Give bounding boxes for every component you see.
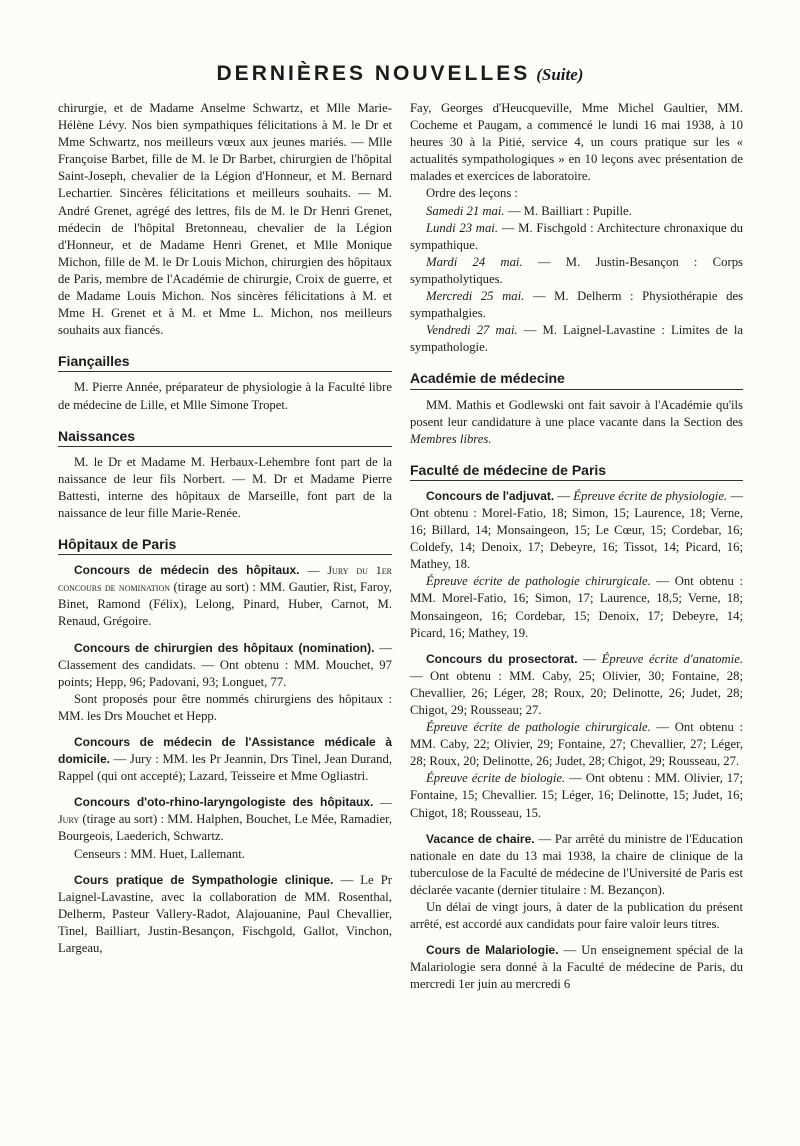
cours-continuation: Fay, Georges d'Heucqueville, Mme Michel Gaultier, MM. Cocheme et Paugam, a commencé le lundi 16 mai 1938, à 10 heures 30 à la Pitié, service 4, un cours pratique sur les « actualités sympathologiques » en 10 leçons avec présentation de malades et exercices de laboratoire.: [410, 101, 743, 184]
lesson-item: [410, 203, 743, 220]
notice-chirurgien-hopitaux: [58, 640, 392, 691]
lesson-text: — M. Bailliart : Pupille.: [507, 203, 632, 218]
notice-title: Concours de médecin des hôpitaux.: [74, 563, 300, 578]
epreuve-label: Épreuve écrite de biologie.: [426, 771, 566, 786]
results: — Ont obtenu : MM. Morel-Fatio, 16; Simon, 17; Laurence, 18,5; Verne, 18; Monsaingeon, 16; Cordebar, 15; Denoix, 17; Debeyre, 14; Picard, 16; Mathey, 19.: [410, 574, 743, 640]
notice-vacance-chaire: [410, 831, 743, 899]
notice-prosectorat-2: [410, 719, 743, 770]
mariages-continuation: chirurgie, et de Madame Anselme Schwartz, et Mlle Marie-Hélène Lévy. Nos bien sympathiques félicitations à M. le Dr et Mme Schwartz, nos meilleurs vœux aux jeunes mariés. — Mlle Françoise Barbet, fille de M. le Dr Barbet, chirurgien de l'hôpital Saint-Joseph, chevalier de la Légion d'Honneur, et M. Bernard Lechartier. Sincères félicitations et meilleurs souhaits. — M. André Grenet, agrégé des lettres, fils de M. le Dr Henri Grenet, médecin de l'hôpital Bretonneau, chevalier de la Légion d'Honneur, et de Madame Henri Grenet, et Mlle Monique Michon, fille de M. le Dr Louis Michon, chirurgien des hôpitaux de Paris, membre de l'Académie de chirurgie, Croix de guerre, et de Madame Louis Michon. Nos sincères félicitations à M. et Mme H. Grenet et à M. et Mme L. Michon, nos meilleurs souhaits aux fiancés.: [58, 101, 392, 338]
notice-body: (tirage au sort) : MM. Gautier, Rist, Faroy, Binet, Ramond (Félix), Lelong, Pinard, Huber, Carnot, M. Renaud, Grégoire.: [58, 580, 393, 629]
lesson-text: — M. Justin-Besançon : Corps sympatholytiques.: [410, 254, 743, 286]
lesson-day: Vendredi 27 mai.: [426, 323, 518, 338]
lesson-day: Mercredi 25 mai.: [426, 289, 525, 304]
notice-body: (tirage au sort) : MM. Halphen, Bouchet, Le Mée, Ramadier, Bourgeois, Laederich, Schwartz.: [58, 812, 392, 844]
notice-title: Concours du prosectorat.: [426, 651, 578, 666]
notice-body: — Par arrêté du ministre de l'Education nationale en date du 13 mai 1938, la chaire de clinique de la tuberculose de la Faculté de médecine de l'Université de Paris est déclarée vacante (dernier titulaire : M. Bezançon).: [410, 831, 743, 897]
lesson-text: — M. Fischgold : Architecture chronaxique du sympathique.: [410, 220, 744, 252]
notice-assistance-medicale: [58, 734, 392, 785]
lesson-text: — M. Laignel-Lavastine : Limites de la sympathologie.: [410, 323, 743, 355]
lesson-item: [410, 322, 743, 356]
lesson-day: Samedi 21 mai.: [426, 203, 505, 218]
notice-vacance-delai: Un délai de vingt jours, à dater de la publication du présent arrêté, est accordé aux candidats pour faire valoir leurs titres.: [410, 900, 743, 932]
section-title-faculte: Faculté de médecine de Paris: [410, 462, 743, 481]
notice-title: Vacance de chaire.: [426, 831, 535, 846]
epreuve-label: Épreuve écrite de pathologie chirurgicale.: [426, 574, 651, 589]
academie-section-name: Membres libres.: [410, 431, 492, 446]
lesson-item: [410, 220, 743, 254]
results: — Ont obtenu : MM. Olivier, 17; Fontaine, 15; Chevallier. 15; Léger, 16; Delinotte, 15; Judet, 16; Chigot, 18; Rousseau, 15.: [410, 771, 743, 820]
notice-medecin-hopitaux: [58, 562, 392, 630]
notice-body: — Jury : MM. les Pr Jeannin, Drs Tinel, Jean Durand, Rappel (qui ont accepté); Lazard, Teisseire et Mme Ogliastri.: [58, 752, 392, 784]
notice-oto-rhino: [58, 794, 392, 845]
jury-label: — Jury du 1er concours de nomination: [58, 563, 392, 595]
epreuve-label: Épreuve écrite de pathologie chirurgicale.: [426, 720, 651, 735]
notice-body: — Le Pr Laignel-Lavastine, avec la collaboration de MM. Rosenthal, Delherm, Pasteur Vallery-Radot, Alajouanine, Paul Chevallier, Tinel, Bailliart, Justin-Besançon, Fischgold, Gallot, Vinchon, Largeau,: [58, 872, 392, 956]
lesson-day: Lundi 23 mai.: [426, 220, 498, 235]
notice-prosectorat: Concours du prosectorat. — Épreuve écrite d'anatomie. — Ont obtenu : MM. Caby, 25; Olivier, 30; Fontaine, 28; Chevallier, 26; Léger, 28; Roux, 20; Delinotte, 26; Judet, 28; Chigot, 29; Rousseau; 27.: [410, 651, 743, 717]
notice-title: Cours de Malariologie.: [426, 943, 559, 958]
lesson-item: [410, 288, 743, 322]
notice-adjuvat-2: [410, 573, 743, 641]
lesson-text: — M. Delherm : Physiothérapie des sympathalgies.: [410, 289, 744, 321]
academie-body: MM. Mathis et Godlewski ont fait savoir à l'Académie qu'ils posent leur candidature à une place vacante dans la Section des: [410, 397, 743, 429]
academie-text: [410, 397, 743, 448]
section-title-fiancailles: Fiançailles: [58, 353, 392, 372]
notice-malariologie: [410, 942, 743, 993]
lesson-item: [410, 254, 743, 288]
notice-body: — Un enseignement spécial de la Malariologie sera donné à la Faculté de médecine de Paris, du mercredi 1er juin au mercredi 6: [410, 943, 743, 992]
notice-title: Concours de l'adjuvat.: [426, 488, 555, 503]
notice-title: Concours de chirurgien des hôpitaux (nomination).: [74, 640, 375, 655]
results: — Ont obtenu : Morel-Fatio, 18; Simon, 15; Laurence, 18; Verne, 16; Billard, 14; Monsaingeon, 15; Le Cœur, 15; Cordebar, 16; Coldefy, 14; Denoix, 17; Debeyre, 16; Tissot, 14; Picard, 16; Mathey, 18.: [410, 488, 744, 572]
notice-prosectorat-3: [410, 770, 743, 821]
left-column: [58, 100, 392, 957]
notice-title: Concours d'oto-rhino-laryngologiste des hôpitaux.: [74, 795, 374, 810]
results: — Ont obtenu : MM. Caby, 25; Olivier, 30; Fontaine, 28; Chevallier, 26; Léger, 28; Roux, 20; Delinotte, 26; Judet, 28; Chigot, 29; Rousseau; 27.: [410, 668, 743, 717]
section-title-academie: Académie de médecine: [410, 370, 743, 389]
right-column: [410, 100, 743, 994]
notice-censeurs: Censeurs : MM. Huet, Lallemant.: [74, 846, 245, 861]
notice-title: Concours de médecin de l'Assistance médicale à domicile.: [58, 735, 392, 767]
section-title-hopitaux: Hôpitaux de Paris: [58, 536, 392, 555]
notice-adjuvat: Concours de l'adjuvat. — Épreuve écrite de physiologie. — Ont obtenu : Morel-Fatio, 18; Simon, 15; Laurence, 18; Verne, 16; Billard, 14; Monsaingeon, 15; Le Cœur, 15; Cordebar, 16; Coldefy, 14; Denoix, 17; Debeyre, 16; Tissot, 14; Picard, 16; Mathey, 18.: [410, 488, 744, 572]
section-title-naissances: Naissances: [58, 428, 392, 447]
page-title: DERNIÈRES NOUVELLES: [216, 62, 531, 85]
page-title-suite: (Suite): [536, 65, 584, 84]
naissances-text: M. le Dr et Madame M. Herbaux-Lehembre font part de la naissance de leur fils Norbert. — M. Dr et Madame Pierre Battesti, interne des hôpitaux de Marseille, font part de la naissance de leur fille Marie-Renée.: [58, 454, 392, 520]
jury-label: — Jury: [58, 795, 393, 827]
notice-sympathologie: [58, 872, 392, 957]
epreuve-label: Épreuve écrite d'anatomie.: [601, 651, 743, 666]
results: — Ont obtenu : MM. Caby, 22; Olivier, 29; Fontaine, 27; Chevallier, 27; Léger, 28; Roux, 20; Delinotte, 26; Judet, 28; Chigot, 29; Rousseau, 27.: [410, 720, 743, 769]
page-header: [0, 62, 800, 86]
notice-title: Cours pratique de Sympathologie clinique.: [74, 872, 334, 887]
fiancailles-text: M. Pierre Année, préparateur de physiologie à la Faculté libre de médecine de Lille, et Mlle Simone Tropet.: [58, 380, 392, 412]
epreuve-label: Épreuve écrite de physiologie.: [573, 488, 728, 503]
lesson-day: Mardi 24 mai.: [426, 254, 523, 269]
ordre-lecons: Ordre des leçons :: [426, 186, 518, 201]
notice-body: — Classement des candidats. — Ont obtenu : MM. Mouchet, 97 points; Hepp, 96; Padovani, 93; Longuet, 77.: [58, 640, 392, 689]
notice-chirurgien-proposes: Sont proposés pour être nommés chirurgiens des hôpitaux : MM. les Drs Mouchet et Hepp.: [58, 691, 392, 723]
